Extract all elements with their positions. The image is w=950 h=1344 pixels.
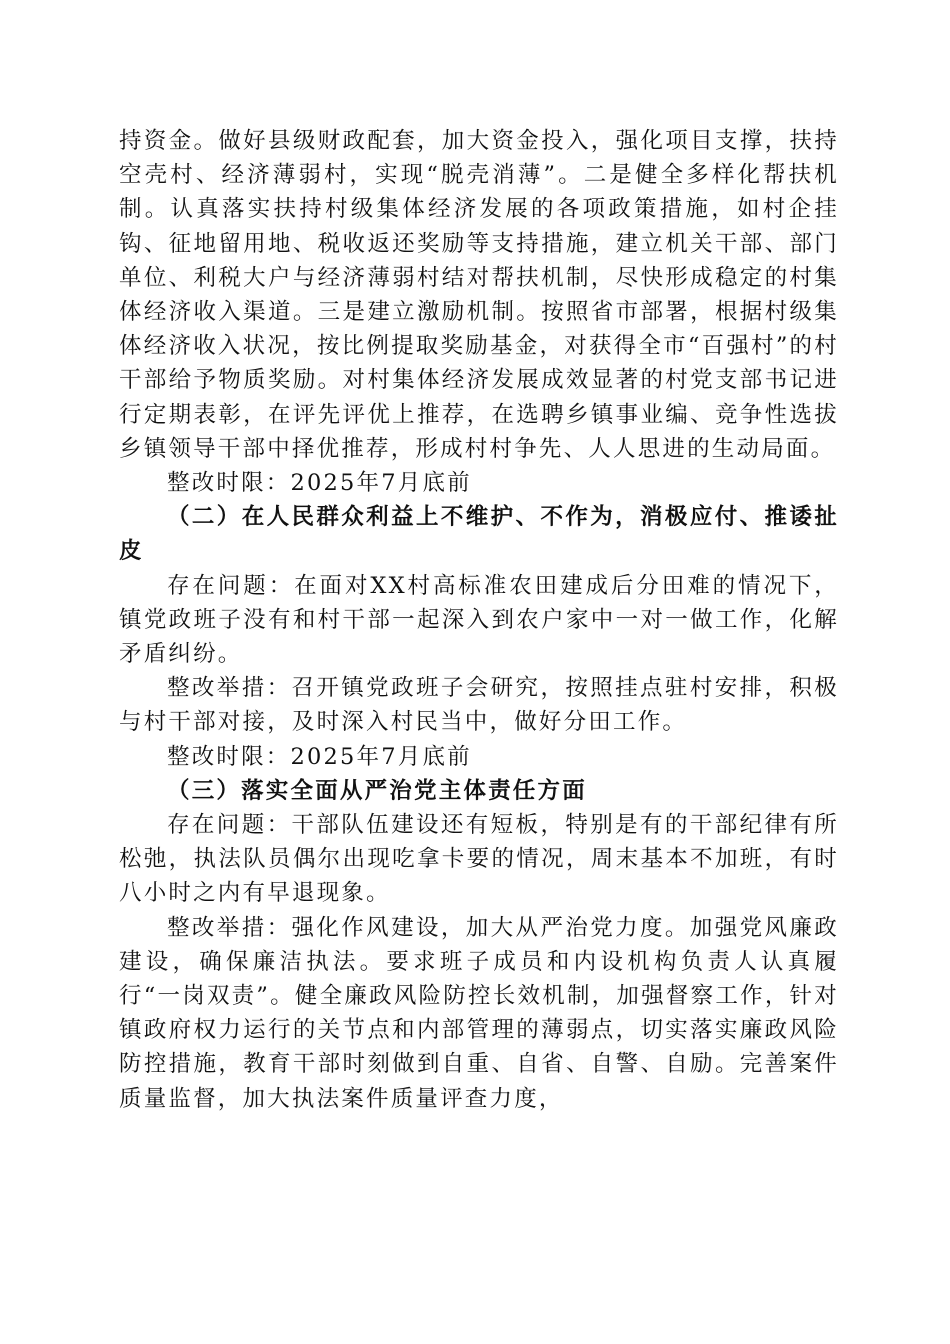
paragraph-measures-3: 整改举措：强化作风建设，加大从严治党力度。加强党风廉政建设，确保廉洁执法。要求班子成员和内设机构负责人认真履行“一岗双责”。健全廉政风险防控长效机制，加强督察工作，针对镇政府权力运行的关节点和内部管理的薄弱点，切实落实廉政风险防控措施，教育干部时刻做到自重、自省、自警、自励。完善案件质量监督，加大执法案件质量评查力度， [119, 914, 839, 1112]
section-heading-3: （三）落实全面从严治党主体责任方面 [167, 777, 587, 804]
paragraph-funding-and-support: 持资金。做好县级财政配套，加大资金投入，强化项目支撑，扶持空壳村、经济薄弱村，实现“脱壳消薄”。二是健全多样化帮扶机制。认真落实扶持村级集体经济发展的各项政策措施，如村企挂钩、征地留用地、税收返还奖励等支持措施，建立机关干部、部门单位、利税大户与经济薄弱村结对帮扶机制，尽快形成稳定的村集体经济收入渠道。三是建立激励机制。按照省市部署，根据村级集体经济收入状况，按比例提取奖励基金，对获得全市“百强村”的村干部给予物质奖励。对村集体经济发展成效显著的村党支部书记进行定期表彰，在评先评优上推荐，在选聘乡镇事业编、竞争性选拔乡镇领导干部中择优推荐，形成村村争先、人人思进的生动局面。 [119, 128, 839, 462]
document-body [119, 124, 839, 1116]
paragraph-measures-2: 整改举措：召开镇党政班子会研究，按照挂点驻村安排，积极与村干部对接，及时深入村民当中，做好分田工作。 [119, 675, 839, 736]
paragraph-deadline-2: 整改时限：2025年7月底前 [167, 743, 472, 770]
paragraph-problem-3: 存在问题：干部队伍建设还有短板，特别是有的干部纪律有所松弛，执法队员偶尔出现吃拿卡要的情况，周末基本不加班，有时八小时之内有早退现象。 [119, 812, 839, 907]
paragraph-problem-2: 存在问题：在面对XX村高标准农田建成后分田难的情况下，镇党政班子没有和村干部一起深入到农户家中一对一做工作，化解矛盾纠纷。 [119, 572, 839, 668]
paragraph-deadline-1: 整改时限：2025年7月底前 [167, 470, 472, 497]
section-heading-2: （二）在人民群众利益上不维护、不作为，消极应付、推诿扯皮 [119, 504, 839, 565]
